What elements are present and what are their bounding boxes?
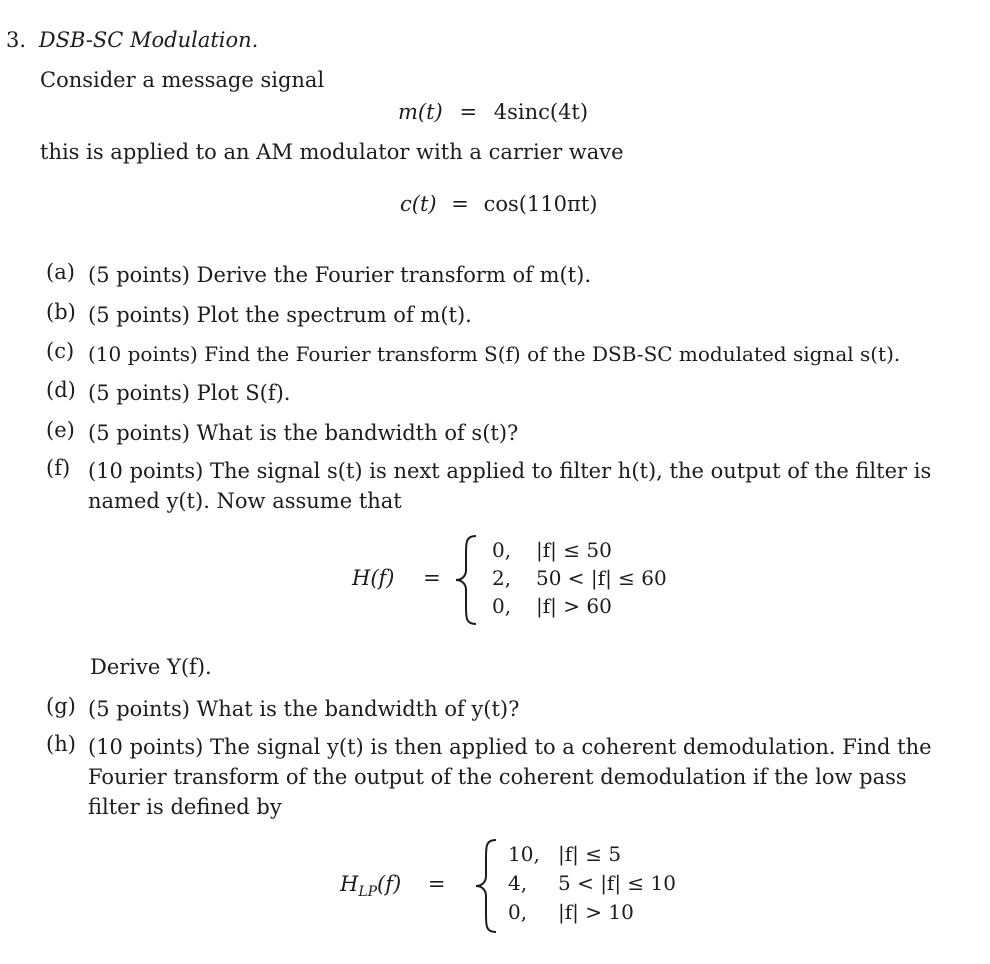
filter-h-case-1: [492, 538, 612, 562]
case-condition: |f| ≤ 50: [536, 538, 612, 562]
part-d: [46, 378, 966, 408]
left-brace-icon: [472, 838, 502, 934]
filter-lp-case-2: [508, 871, 676, 895]
case-value: 0,: [492, 594, 512, 618]
derive-y-text: Derive Y(f).: [90, 655, 212, 679]
part-h: [46, 732, 966, 822]
part-text: (5 points) What is the bandwidth of y(t)?: [88, 697, 520, 721]
carrier-intro-text: this is applied to an AM modulator with a carrier wave: [40, 140, 624, 164]
part-text: (5 points) What is the bandwidth of s(t)?: [88, 421, 519, 445]
case-condition: 5 < |f| ≤ 10: [558, 871, 676, 895]
message-lhs: m(t): [398, 100, 443, 124]
carrier-rhs: cos(110πt): [483, 192, 598, 216]
filter-h-equals: =: [423, 566, 441, 590]
message-equation: [398, 100, 588, 124]
case-condition: 50 < |f| ≤ 60: [536, 566, 667, 590]
case-condition: |f| > 10: [558, 900, 634, 924]
filter-h-name: H(f): [352, 566, 395, 590]
part-text: (10 points) Find the Fourier transform S(f) of the DSB-SC modulated signal s(t).: [88, 342, 901, 366]
part-label: (f): [46, 456, 71, 480]
part-label: (g): [46, 694, 76, 718]
carrier-equals: =: [451, 192, 469, 216]
case-value: 10,: [508, 842, 540, 866]
problem-title: DSB-SC Modulation.: [38, 28, 259, 52]
part-label: (c): [46, 339, 75, 363]
filter-lp-case-3: [508, 900, 634, 924]
filter-h-case-2: [492, 566, 667, 590]
intro-text: Consider a message signal: [40, 68, 325, 92]
part-text: (5 points) Plot the spectrum of m(t).: [88, 303, 472, 327]
filter-lp-subscript: LP: [358, 884, 378, 901]
part-text: (10 points) The signal y(t) is then applied to a coherent demodulation. Find the Fourier transform of the output of the coherent demodulation if the low pass filter is defined by: [88, 735, 932, 819]
filter-h-lhs: [352, 566, 441, 590]
filter-lp-argument: (f): [377, 872, 402, 896]
case-value: 0,: [492, 538, 512, 562]
part-label: (d): [46, 378, 76, 402]
part-g: [46, 694, 966, 724]
message-rhs: 4sinc(4t): [493, 100, 589, 124]
part-text: (5 points) Plot S(f).: [88, 381, 291, 405]
carrier-lhs: c(t): [400, 192, 437, 216]
part-label: (a): [46, 260, 75, 284]
filter-h-case-3: [492, 594, 612, 618]
part-label: (e): [46, 418, 75, 442]
problem-header: [6, 28, 258, 52]
case-value: 0,: [508, 900, 528, 924]
part-e: [46, 418, 966, 448]
problem-number: 3.: [6, 28, 27, 52]
left-brace-icon: [452, 534, 482, 626]
case-condition: |f| > 60: [536, 594, 612, 618]
part-text: (10 points) The signal s(t) is next applied to filter h(t), the output of the filter is named y(t). Now assume that: [88, 459, 932, 513]
filter-lp-equals: =: [427, 872, 446, 896]
part-b: [46, 300, 966, 330]
message-equals: =: [459, 100, 478, 124]
carrier-equation: [400, 192, 597, 216]
part-f: [46, 456, 966, 516]
part-c: [46, 339, 966, 369]
part-label: (h): [46, 732, 76, 756]
part-text: (5 points) Derive the Fourier transform of m(t).: [88, 263, 592, 287]
filter-lp-lhs: [340, 872, 446, 900]
filter-lp-name: H: [340, 872, 359, 896]
part-a: [46, 260, 966, 290]
filter-lp-case-1: [508, 842, 621, 866]
case-value: 2,: [492, 566, 512, 590]
case-value: 4,: [508, 871, 528, 895]
case-condition: |f| ≤ 5: [558, 842, 622, 866]
part-label: (b): [46, 300, 76, 324]
